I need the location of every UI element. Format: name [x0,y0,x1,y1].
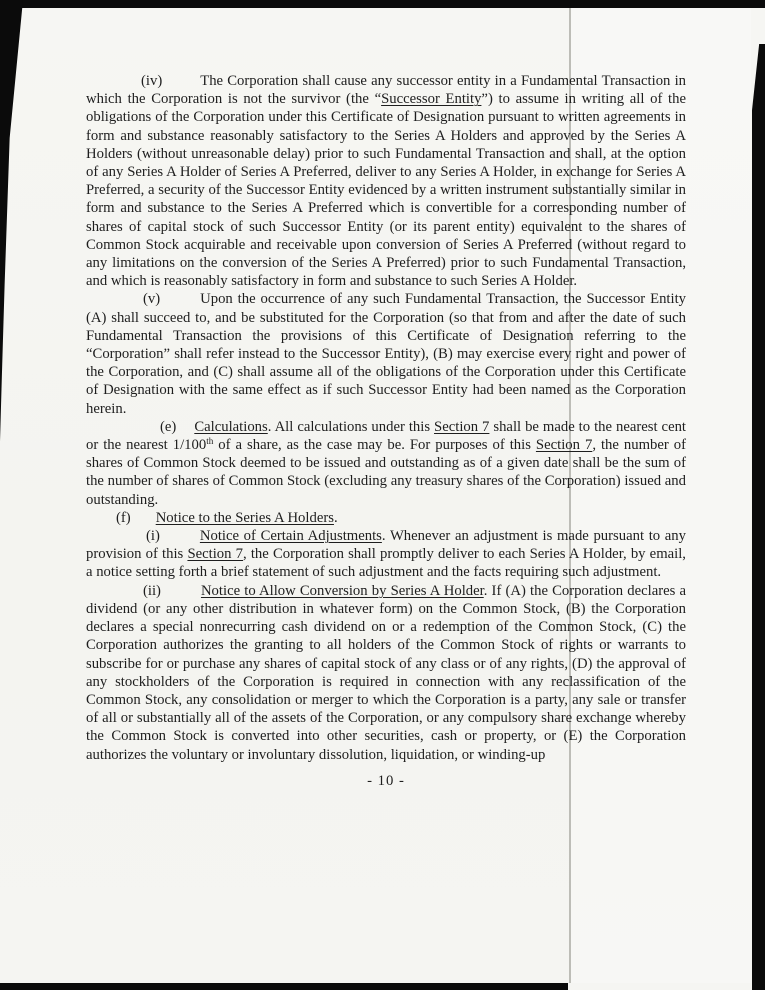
document-text-block [86,72,686,790]
paragraph-iv [86,72,686,290]
tab-spacer [86,539,146,540]
paragraph-text: Notice to the Series A Holders. [155,509,338,526]
paragraph-i-notice-of-certain-adjustments [86,527,686,582]
tab-spacer [86,302,143,303]
tab-spacer [86,430,160,431]
paragraph-label: (i) [146,528,160,545]
paragraph-label: (v) [143,291,161,308]
tab-spacer [162,84,200,85]
paragraph-text: Calculations. All calculations under this Section 7 shall be made to the nearest cent or the nearest 1/100th of a share, as the case may be. For purposes of this Section 7, the number of shares of Common Stock deemed to be issued and outstanding as of a given date shall be the sum of the number of shares of Common Stock (excluding any treasury shares of the Corporation) issued and outstanding. [86,418,687,508]
paragraph-text: Notice to Allow Conversion by Series A Holder. If (A) the Corporation declares a dividend (or any other distribution in whatever form) on the Common Stock, (B) the Corporation declares a special nonrecurring cash dividend on or a redemption of the Common Stock, (C) the Corporation authorizes the granting to all holders of the Common Stock of rights or warrants to subscribe for or purchase any shares of capital stock of any class or of any rights, (D) the approval of any stockholders of the Corporation is required in connection with any reclassification of the Common Stock, any consolidation or merger to which the Corporation is a party, any sale or transfer of all or substantially all of the assets of the Corporation, or any compulsory share exchange whereby the Common Stock is converted into other securities, cash or property, or (E) the Corporation authorizes the voluntary or involuntary dissolution, liquidation, or winding-up [86,582,687,763]
paragraph-v [86,290,686,417]
tab-spacer [160,539,200,540]
scan-border-bottom [0,983,568,990]
paragraph-text: Notice of Certain Adjustments. Whenever an adjustment is made pursuant to any provision of this Section 7, the Corporation shall promptly deliver to each Series A Holder, by email, a notice setting forth a brief statement of such adjustment and the facts requiring such adjustment. [86,528,686,581]
scan-border-right [752,44,765,990]
paragraph-label: (e) [160,418,177,435]
paragraph-e-calculations [86,418,686,509]
tab-spacer [86,521,116,522]
paragraph-label: (iv) [141,73,163,89]
scan-border-top [0,0,765,8]
tab-spacer [86,594,143,595]
tab-spacer [131,521,156,522]
tab-spacer [160,302,200,303]
paragraph-text: The Corporation shall cause any successor entity in a Fundamental Transaction in which the Corporation is not the survivor (the “Successor Entity”) to assume in writing all of the obligations of the Corporation under this Certificate of Designation pursuant to written agreements in form and substance reasonably satisfactory to the Series A Holders and approved by the Series A Holders (without unreasonable delay) prior to such Fundamental Transaction and shall, at the option of any Series A Holder of Series A Preferred, deliver to any Series A Holder, in exchange for Series A Preferred, a security of the Successor Entity evidenced by a written instrument substantially similar in form and substance to the Series A Preferred which is convertible for a corresponding number of shares of capital stock of such Successor Entity (or its parent entity) equivalent to the shares of Common Stock acquirable and receivable upon conversion of Series A Preferred (without regard to any limitations on the conversion of the Series A Preferred) prior to such Fundamental Transaction, and which is reasonably satisfactory in form and substance to such Series A Holder. [86,73,686,290]
paragraph-label: (ii) [143,582,161,599]
paragraph-ii-notice-to-allow-conversion [86,582,686,764]
tab-spacer [86,84,141,85]
scan-border-left [0,0,23,460]
page-number: - 10 - [367,772,405,789]
paragraph-label: (f) [116,509,131,526]
tab-spacer [161,594,201,595]
tab-spacer [176,430,194,431]
paragraph-text: Upon the occurrence of any such Fundamental Transaction, the Successor Entity (A) shall succeed to, and be substituted for the Corporation (so that from and after the date of such Fundamental Transaction the provisions of this Certificate of Designation referring to the “Corporation” shall refer instead to the Successor Entity), (B) may exercise every right and power of the Corporation, and (C) shall assume all of the obligations of the Corporation under this Certificate of Designation with the same effect as if such Successor Entity had been named as the Corporation herein. [86,291,686,417]
paragraph-f-notice-heading [86,509,686,527]
